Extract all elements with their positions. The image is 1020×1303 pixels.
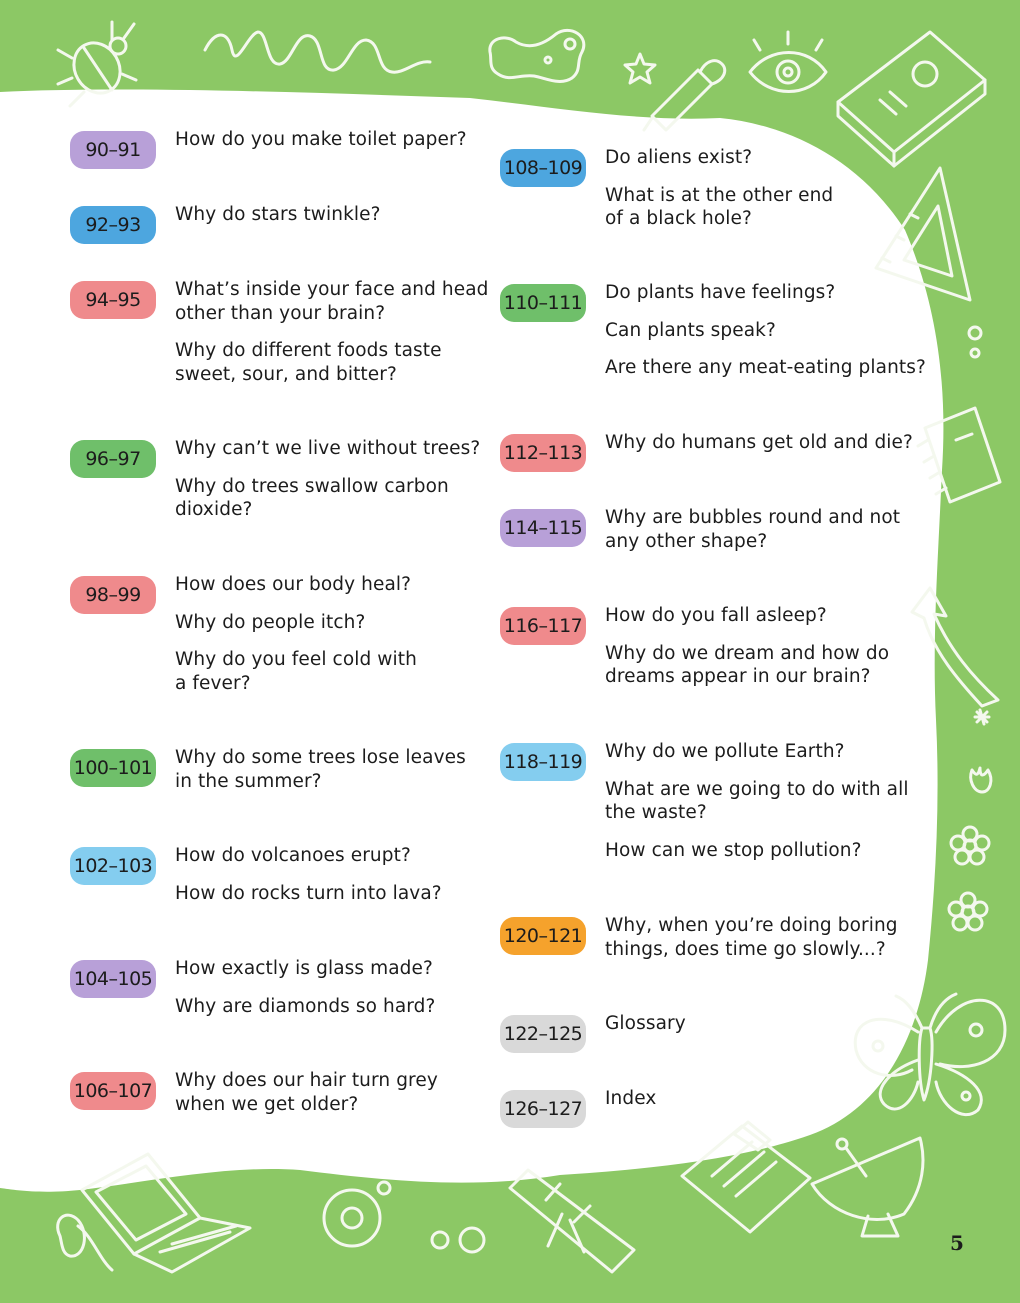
page-range-badge: 106–107 [70,1072,156,1110]
question-text: What is at the other end of a black hole? [605,184,834,229]
question-list [175,1069,505,1130]
question-text: What are we going to do with all the waste? [605,778,909,823]
question-text: Why do we dream and how do dreams appear in our brain? [605,642,890,687]
page-range-badge: 112–113 [500,434,586,472]
question-list [605,146,935,245]
question-text: Glossary [605,1013,686,1034]
question-text: Index [605,1088,657,1109]
question-text: Why does our hair turn grey when we get older? [175,1070,438,1115]
page-range-badge: 114–115 [500,509,586,547]
question-text: Why do stars twinkle? [175,204,381,225]
question-text: Why do trees swallow carbon dioxide? [175,475,449,520]
question-text: Can plants speak? [605,319,776,341]
bone-icon [490,30,584,81]
question-list [605,604,935,703]
question-list [605,1087,935,1125]
question-list [175,746,505,807]
page-range-badge: 116–117 [500,607,586,645]
question-list [175,278,505,400]
page-range-badge: 118–119 [500,743,586,781]
question-text: Why do you feel cold with a fever? [175,649,417,694]
question-text: Why are bubbles round and not any other shape? [605,507,901,552]
question-text: What’s inside your face and head other than your brain? [175,279,489,324]
question-text: Why do people itch? [175,611,366,633]
question-list [605,914,935,975]
page-range-badge: 108–109 [500,149,586,187]
question-list [605,1012,935,1050]
question-text: How does our body heal? [175,574,412,595]
bubble-small-icon [969,327,981,339]
question-text: How do volcanoes erupt? [175,845,411,866]
page-range-badge: 120–121 [500,917,586,955]
question-text: Why do humans get old and die? [605,432,913,453]
question-text: How can we stop pollution? [605,839,862,861]
flower-icon [949,710,991,930]
question-list [175,128,505,166]
page-range-badge: 122–125 [500,1015,586,1053]
question-list [605,431,935,469]
page-range-badge: 100–101 [70,749,156,787]
question-list [175,957,505,1032]
planet-icon [324,1182,390,1246]
question-list [175,844,505,919]
question-text: Why do different foods taste sweet, sour, and bitter? [175,340,442,385]
question-text: How do you fall asleep? [605,605,827,626]
telescope-icon [510,1170,634,1272]
page-range-badge: 92–93 [70,206,156,244]
page-range-badge: 90–91 [70,131,156,169]
question-text: Why do we pollute Earth? [605,741,845,762]
eye-icon [750,32,826,92]
question-text: Why do some trees lose leaves in the summer? [175,747,466,792]
question-list [605,506,935,567]
page-range-badge: 98–99 [70,576,156,614]
star-icon [625,54,655,83]
question-text: How do rocks turn into lava? [175,882,442,904]
question-text: Do plants have feelings? [605,282,836,303]
question-list [175,437,505,536]
page-range-badge: 110–111 [500,284,586,322]
question-list [605,281,935,394]
question-list [175,573,505,709]
satellite-dish-icon [812,1138,923,1236]
question-text: Why, when you’re doing boring things, does time go slowly...? [605,915,898,960]
question-text: How do you make toilet paper? [175,129,467,150]
question-list [605,740,935,876]
question-text: Why are diamonds so hard? [175,995,436,1017]
page-number: 5 [950,1231,964,1255]
bubbles-icon [432,1228,484,1252]
question-list [175,203,505,241]
page-range-badge: 104–105 [70,960,156,998]
page-range-badge: 94–95 [70,281,156,319]
question-text: Do aliens exist? [605,147,753,168]
question-text: Are there any meat-eating plants? [605,357,926,378]
bubble-tiny-icon [971,349,979,357]
question-text: Why can’t we live without trees? [175,438,481,459]
page-range-badge: 102–103 [70,847,156,885]
question-text: How exactly is glass made? [175,958,433,979]
page-range-badge: 126–127 [500,1090,586,1128]
page-range-badge: 96–97 [70,440,156,478]
squiggle-icon [205,32,430,72]
